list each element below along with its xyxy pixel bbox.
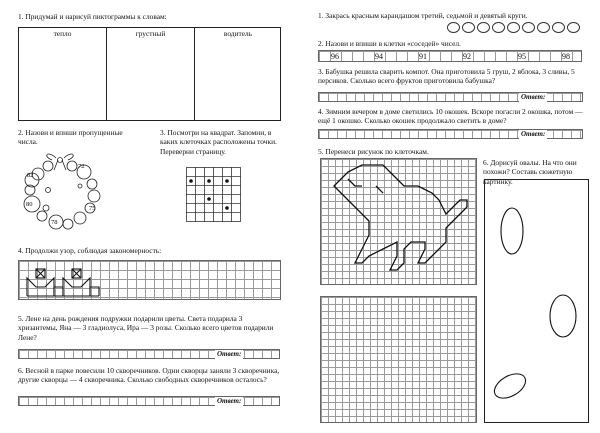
right-task3-text: 3. Бабушка решила сварить компот. Она приготовила 5 груш, 2 яблока, 3 сливы, 5 персиков. Сколько всего фруктов приготовила бабушка? — [318, 67, 575, 86]
circle-1[interactable] — [447, 22, 460, 33]
wreath-num-78: 78 — [51, 219, 58, 226]
right-task2-text: 2. Назови и впиши в клетки «соседей» чисел. — [318, 39, 461, 48]
circles-row — [447, 22, 587, 34]
circle-9[interactable] — [567, 22, 580, 33]
dot-square — [186, 167, 246, 227]
neighbor-num-92: 92 — [463, 52, 471, 61]
pictogram-word-2: грустный — [135, 29, 166, 38]
left-task6-answer-label: Ответ: — [217, 397, 242, 405]
wreath-num-72: 72 — [78, 163, 85, 170]
left-task6-answer-row[interactable] — [18, 396, 280, 406]
right-task3-answer-label: Ответ: — [521, 93, 546, 101]
circle-7[interactable] — [537, 22, 550, 33]
left-task5-text: 5. Лене на день рождения подружки подарили цветы. Света подарила 3 хризантемы, Яна — 3 гладиолуса, Ира — 3 розы. Сколько всего цветов подарили Лене? — [18, 314, 274, 342]
neighbor-num-95: 95 — [518, 52, 526, 61]
pattern-drawing — [18, 260, 118, 300]
circle-5[interactable] — [507, 22, 520, 33]
circle-6[interactable] — [522, 22, 535, 33]
right-task5-text: 5. Перенеси рисунок по клеточкам. — [318, 147, 429, 156]
pictogram-table — [18, 27, 281, 121]
circle-8[interactable] — [552, 22, 565, 33]
right-task3-answer-row[interactable] — [318, 92, 583, 102]
left-task1-text: 1. Придумай и нарисуй пиктограммы к словам: — [18, 12, 167, 21]
neighbor-num-91: 91 — [419, 52, 427, 61]
right-task4-answer-label: Ответ: — [521, 130, 546, 138]
wreath-illustration — [18, 150, 113, 235]
right-task6-text: 6. Дорисуй овалы. На что они похожи? Составь сюжетную картинку. — [483, 158, 577, 186]
left-task6-text: 6. Весной в парке повесили 10 скворечников. Одни скворцы заняли 3 скворечника, другие скворцы — 4 скворечника. Сколько свободных скворечников осталось? — [18, 366, 280, 385]
wreath-num-80: 80 — [26, 201, 33, 208]
pictogram-word-3: водитель — [223, 29, 253, 38]
wreath-num-75: 75 — [89, 205, 96, 212]
circle-4[interactable] — [492, 22, 505, 33]
left-task5-answer-row[interactable] — [18, 349, 280, 359]
right-task4-answer-row[interactable] — [318, 129, 583, 139]
neighbor-num-94: 94 — [375, 52, 383, 61]
neighbor-num-96: 96 — [331, 52, 339, 61]
left-task3-text: 3. Посмотри на квадрат. Запомни, в каких клеточках расположены точки. Переверни страницу. — [160, 128, 277, 156]
neighbors-row[interactable] — [318, 50, 582, 62]
circle-2[interactable] — [462, 22, 475, 33]
right-task4-text: 4. Зимним вечером в доме светились 10 окошек. Вскоре погасли 2 окошка, потом — ещё 1 окошко. Сколько окошек продолжало светить в доме? — [318, 107, 583, 126]
circle-3[interactable] — [477, 22, 490, 33]
left-task4-text: 4. Продолжи узор, соблюдая закономерность: — [18, 246, 162, 255]
left-task5-answer-label: Ответ: — [217, 350, 242, 358]
left-task2-text: 2. Назови и впиши пропущенные числа. — [18, 128, 123, 147]
right-task1-text: 1. Закрась красным карандашом третий, седьмой и девятый круги. — [318, 11, 528, 20]
pictogram-word-1: тепло — [53, 29, 72, 38]
neighbor-num-98: 98 — [562, 52, 570, 61]
wreath-num-82: 82 — [27, 172, 34, 179]
lion-copy-grid[interactable] — [320, 296, 477, 423]
ovals-drawing — [484, 179, 589, 423]
lion-drawing — [320, 158, 477, 285]
